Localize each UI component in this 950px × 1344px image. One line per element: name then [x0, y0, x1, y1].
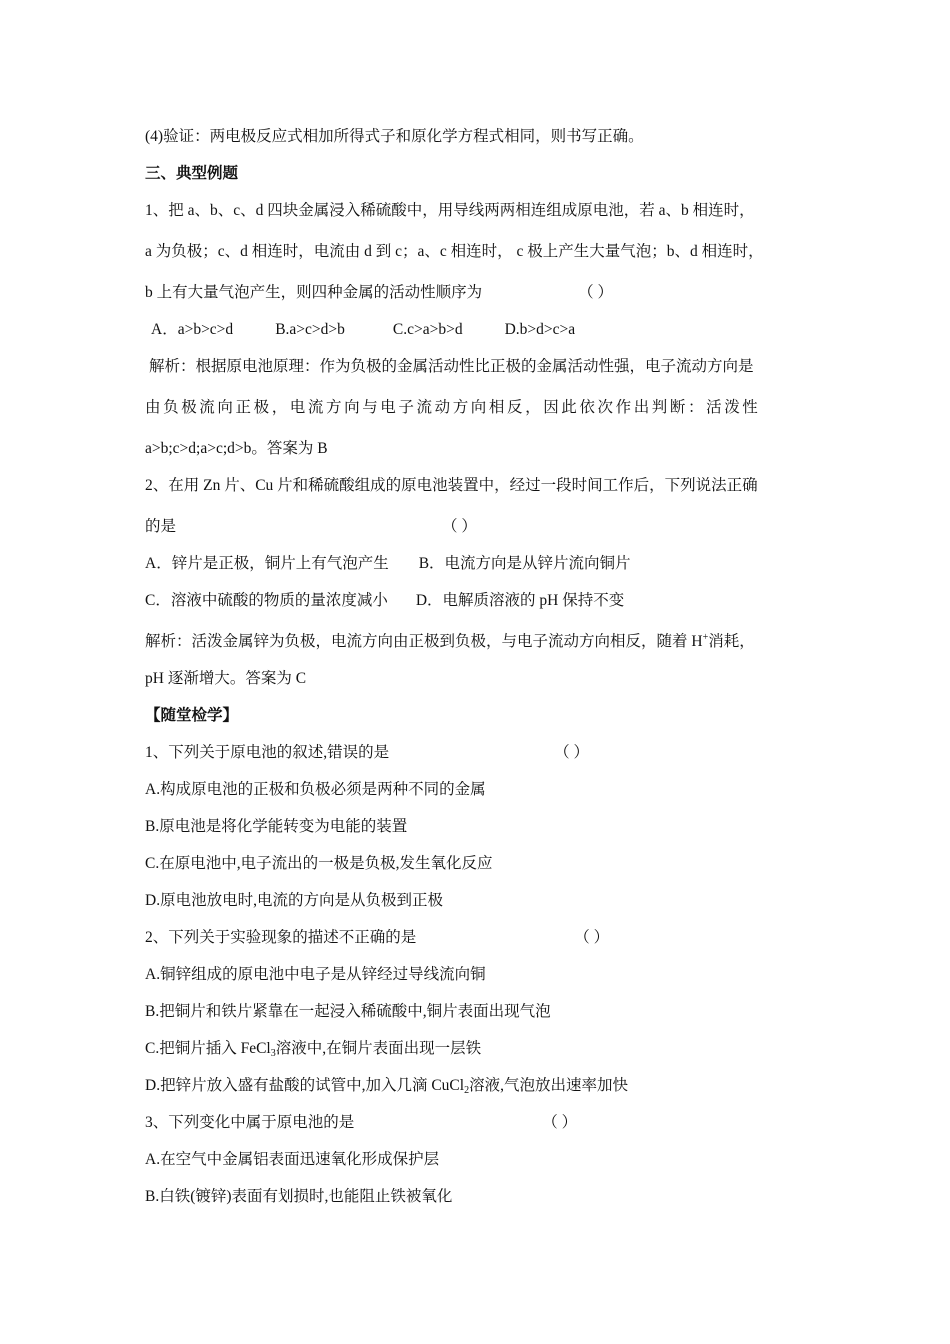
quiz-2-option-d — [145, 1076, 628, 1101]
example-1-question-line-3 — [145, 283, 613, 303]
analysis-text: 解析：活泼金属锌为负极，电流方向由正极到负极，与电子流动方向相反，随着 H — [145, 633, 703, 650]
example-2-analysis-line-2: pH 逐渐增大。答案为 C — [145, 670, 307, 687]
option-c: C.c>a>b>d — [392, 321, 463, 338]
answer-blank: （ ） — [578, 284, 614, 301]
example-1-question-line-2: a 为负极；c、d 相连时，电流由 d 到 c；a、c 相连时， c 极上产生大量气泡；b、d 相连时， — [145, 243, 764, 260]
quiz-2-option-c — [145, 1039, 481, 1064]
example-2-question-line-2 — [145, 517, 477, 537]
answer-blank: （ ） — [554, 744, 590, 761]
option-a: A．a>b>c>d — [151, 321, 234, 338]
option-text-end: 溶液,气泡放出速率加快 — [469, 1077, 628, 1094]
superscript-plus: + — [702, 632, 709, 643]
example-1-analysis-line-3: a>b;c>d;a>c;d>b。答案为 B — [145, 440, 328, 457]
quiz-2-option-b: B.把铜片和铁片紧靠在一起浸入稀硫酸中,铜片表面出现气泡 — [145, 1003, 551, 1020]
quiz-2-question — [145, 928, 609, 948]
question-text: 2、下列关于实验现象的描述不正确的是 — [145, 929, 417, 946]
example-1-question-line-1: 1、把 a、b、c、d 四块金属浸入稀硫酸中，用导线两两相连组成原电池，若 a、b 相连时， — [145, 202, 755, 219]
analysis-text-end: 消耗， — [708, 633, 755, 650]
option-text: D.把锌片放入盛有盐酸的试管中,加入几滴 CuCl — [145, 1077, 465, 1094]
example-2-options-row-1 — [145, 554, 631, 574]
example-1-options — [151, 320, 575, 340]
section-heading-typical-examples: 三、典型例题 — [145, 165, 239, 182]
question-text: 的是 — [145, 518, 177, 535]
question-text: 3、下列变化中属于原电池的是 — [145, 1114, 355, 1131]
option-d: D.b>d>c>a — [504, 321, 576, 338]
option-a: A．锌片是正极，铜片上有气泡产生 — [145, 555, 389, 572]
option-text: C.把铜片插入 FeCl — [145, 1040, 271, 1057]
example-2-analysis-line-1 — [145, 628, 755, 652]
example-1-analysis-line-1: 解析：根据原电池原理：作为负极的金属活动性比正极的金属活动性强，电子流动方向是 — [149, 358, 754, 375]
option-c: C．溶液中硫酸的物质的量浓度减小 — [145, 592, 388, 609]
step-4-verify: (4)验证：两电极反应式相加所得式子和原化学方程式相同，则书写正确。 — [145, 128, 644, 145]
example-2-options-row-2 — [145, 591, 624, 611]
quiz-1-question — [145, 743, 589, 763]
option-d: D．电解质溶液的 pH 保持不变 — [415, 592, 625, 609]
quiz-3-option-b: B.白铁(镀锌)表面有划损时,也能阻止铁被氧化 — [145, 1188, 453, 1205]
option-text-end: 溶液中,在铜片表面出现一层铁 — [275, 1040, 482, 1057]
quiz-1-option-c: C.在原电池中,电子流出的一极是负极,发生氧化反应 — [145, 855, 493, 872]
quiz-3-question — [145, 1113, 577, 1133]
option-b: B．电流方向是从锌片流向铜片 — [418, 555, 631, 572]
answer-blank: （ ） — [574, 929, 610, 946]
question-text: b 上有大量气泡产生，则四种金属的活动性顺序为 — [145, 284, 483, 301]
quiz-1-option-a: A.构成原电池的正极和负极必须是两种不同的金属 — [145, 781, 486, 798]
subscript-3: 3 — [270, 1048, 276, 1059]
answer-blank: （ ） — [542, 1114, 578, 1131]
example-2-question-line-1: 2、在用 Zn 片、Cu 片和稀硫酸组成的原电池装置中，经过一段时间工作后，下列说法正确 — [145, 477, 758, 494]
quiz-1-option-d: D.原电池放电时,电流的方向是从负极到正极 — [145, 892, 443, 909]
option-b: B.a>c>d>b — [275, 321, 345, 338]
answer-blank: （ ） — [442, 518, 477, 535]
quiz-2-option-a: A.铜锌组成的原电池中电子是从锌经过导线流向铜 — [145, 966, 486, 983]
question-text: 1、下列关于原电池的叙述,错误的是 — [145, 744, 390, 761]
section-heading-class-check: 【随堂检学】 — [145, 707, 239, 724]
example-1-analysis-line-2: 由负极流向正极，电流方向与电子流动方向相反，因此依次作出判断：活泼性 — [145, 399, 761, 416]
quiz-1-option-b: B.原电池是将化学能转变为电能的装置 — [145, 818, 408, 835]
quiz-3-option-a: A.在空气中金属铝表面迅速氧化形成保护层 — [145, 1151, 440, 1168]
subscript-2: 2 — [464, 1085, 470, 1096]
